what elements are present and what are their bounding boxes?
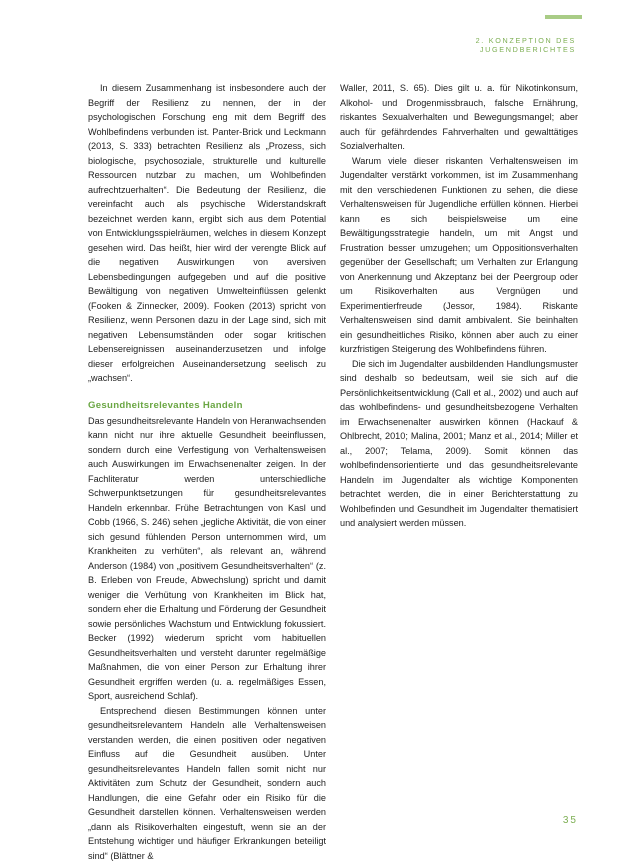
paragraph-resilience: In diesem Zusammenhang ist insbesondere auch der Begriff der Resilienz zu nennen, der in der psychologischen Forschung eng mit dem Begriff des Wohlbefindens verbunden ist. Panter-Brick und Leckmann (2013, S. 333) betrachten Resilienz als „Prozess, sich biologische, psychosoziale, strukturelle und kulturelle Ressourcen nutzbar zu machen, um Wohlbefinden aufrechtzuerhalten“. Die Bedeutung der Resilienz, die vereinfacht auch als psychische Widerstandskraft bezeichnet werden kann, ergibt sich aus dem Potential von Entwicklungsspielräumen, welches in diesem Konzept gesehen wird. Das heißt, hier wird der verengte Blick auf die negativen Auswirkungen von aversiven Lebensbedingungen aufgegeben und auf die positive Bewältigung von negativen Umwelteinflüssen gelenkt (Fooken & Zinnecker, 2009). Fooken (2013) spricht von Resilienz, wenn Personen dazu in der Lage sind, sich mit negativen Lebensumständen oder sogar kritischen Lebensereignissen auseinanderzusetzen und infolge dieser erfolgreichen Auseinandersetzung seelisch zu „wachsen“.: [88, 81, 326, 386]
chapter-header: 2. KONZEPTION DES JUGENDBERICHTES: [390, 36, 576, 54]
paragraph-risk-behaviors: Waller, 2011, S. 65). Dies gilt u. a. für Nikotinkonsum, Alkohol- und Drogenmissbrauch, falsche Ernährung, riskantes Sexualverhalten und Bewegungsmangel; aber auch für gefährdendes Fahrverhalten und gewalttätiges Sozialverhalten.: [340, 81, 578, 154]
paragraph-definitions: Entsprechend diesen Bestimmungen können unter gesundheitsrelevantem Handeln alle Verhaltensweisen verstanden werden, die einen positiven oder negativen Einfluss auf die Gesundheit ausüben. Unter gesundheitsrelevantes Handeln fallen somit nicht nur Aktivitäten zum Schutz der Gesundheit, sondern auch Handlungen, die eine Gefahr oder ein Risiko für die Gesundheit darstellen können. Verhaltensweisen werden „dann als Risikoverhalten eingestuft, wenn sie an der Entstehung wichtiger und häufiger Erkrankungen beteiligt sind“ (Blättner &: [88, 704, 326, 863]
page-number: 35: [548, 815, 578, 826]
paragraph-health-behavior: Das gesundheitsrelevante Handeln von Heranwachsenden kann nicht nur ihre aktuelle Gesundheit beeinflussen, sondern durch eine Verfestigung von Verhaltensweisen auch Auswirkungen im Erwachsenenalter zeigen. In der Fachliteratur werden unterschiedliche Schwerpunktsetzungen für gesundheitsrelevantes Handeln erkennbar. Frühe Betrachtungen von Kasl und Cobb (1966, S. 246) sehen „jegliche Aktivität, die von einer sich gesund fühlenden Person unternommen wird, um Krankheiten zu verhüten“, als relevant an, während Anderson (1984) von „positivem Gesundheitsverhalten“ (z. B. Erleben von Freude, Abwechslung) spricht und damit weniger die Verhütung von Krankheiten im Blick hat, sondern eher die Erhaltung und Förderung der Gesundheit sowie persönliches Wachstum und Entwicklung fokussiert. Becker (1992) wiederum spricht vom habituellen Gesundheitsverhalten und versteht darunter regelmäßige Maßnahmen, die von einer Person zur Erhaltung ihrer Gesundheit ergriffen werden (u. a. regelmäßiges Essen, Sport, ausreichend Schlaf).: [88, 414, 326, 704]
paragraph-functions: Warum viele dieser riskanten Verhaltensweisen im Jugendalter verstärkt vorkommen, ist im Zusammenhang mit den verschiedenen Funktionen zu sehen, die diese Verhaltensweisen für Jugendliche erfüllen können. Hierbei kann es sich beispielsweise um eine Bewältigungsstrategie handeln, um mit Angst und Frustration besser umzugehen; um Oppositionsverhalten gegenüber der Gesellschaft; um Verhalten zur Erlangung von Anerkennung und Akzeptanz bei der Peergroup oder um Risikoverhalten aus Vergnügen und Experimentierfreude (Jessor, 1984). Riskante Verhaltensweisen sind damit ambivalent. Sie beinhalten ein gesundheitliches Risiko, können aber auch zu einer kurzfristigen Steigerung des Wohlbefindens führen.: [340, 154, 578, 357]
right-column: [340, 81, 578, 531]
paragraph-patterns: Die sich im Jugendalter ausbildenden Handlungsmuster sind deshalb so bedeutsam, weil sie sich auf die Persönlichkeitsentwicklung (Call et al., 2002) und auch auf das wohlbefindens- und gesundheitsbezogene Verhalten im Erwachsenenalter auswirken können (Hackauf & Ohlbrecht, 2010; Malina, 2001; Manz et al., 2014; Miller et al., 2007; Telama, 2009). Somit können das wohlbefindensorientierte und das gesundheitsrelevante Handeln im Jugendalter als wichtige Komponenten betrachtet werden, die in einer Berichterstattung zu Wohlbefinden und Gesundheit im Jugendalter thematisiert und analysiert werden müssen.: [340, 357, 578, 531]
header-accent-bar: [545, 15, 582, 19]
left-column: [88, 81, 326, 863]
section-heading: Gesundheitsrelevantes Handeln: [88, 399, 326, 413]
